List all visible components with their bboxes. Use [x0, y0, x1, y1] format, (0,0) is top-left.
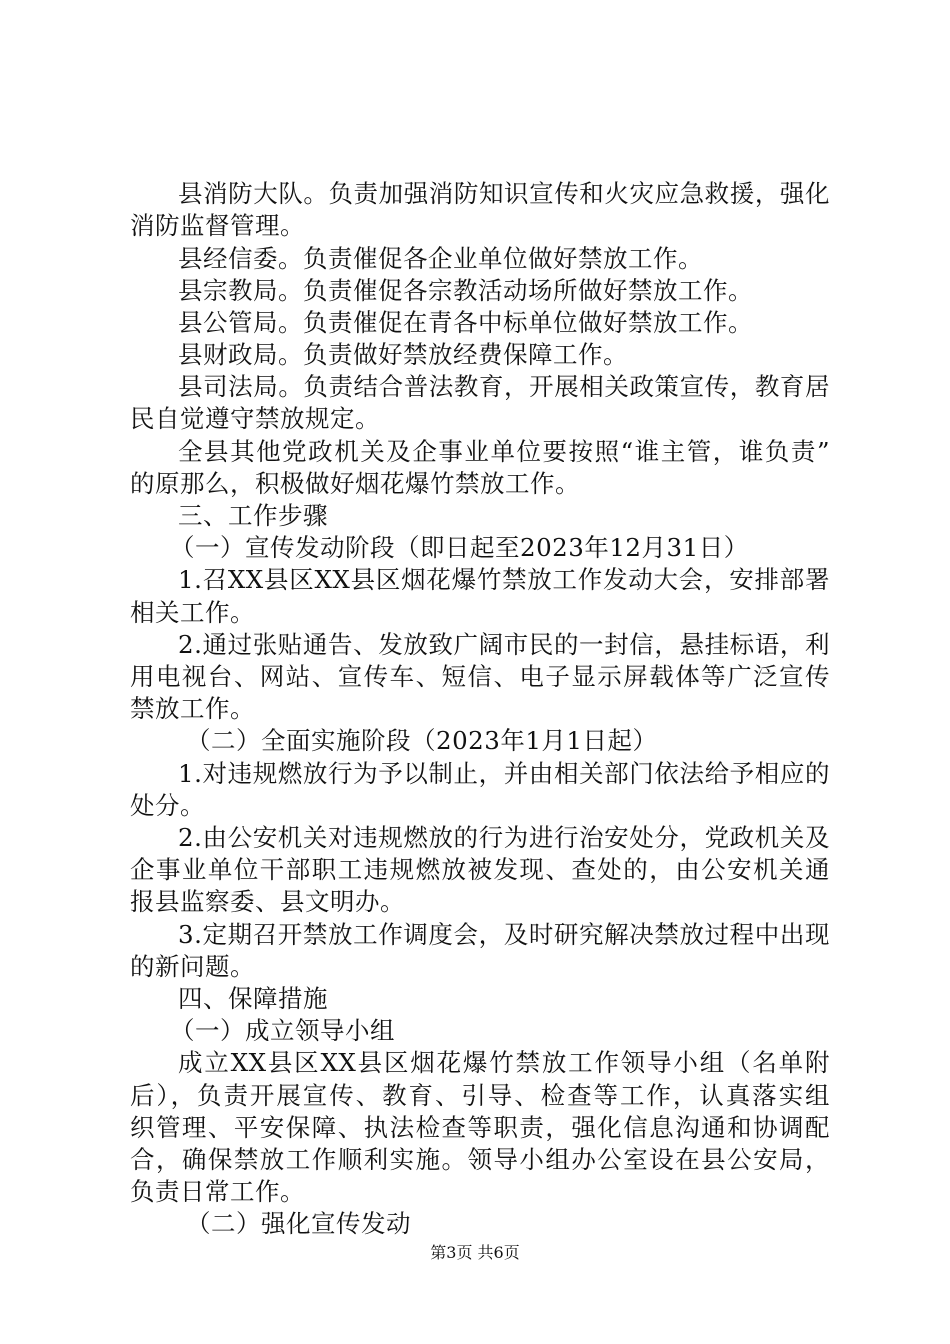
- paragraph-line: 县财政局。负责做好禁放经费保障工作。: [178, 340, 628, 369]
- subsection-heading: （二）全面实施阶段（2023年1月1日起）: [186, 726, 658, 755]
- paragraph-line: 禁放工作。: [130, 694, 255, 723]
- paragraph-line: 后），负责开展宣传、教育、引导、检查等工作，认真落实组: [130, 1081, 830, 1110]
- paragraph-line: 2.由公安机关对违规燃放的行为进行治安处分，党政机关及: [178, 823, 830, 852]
- paragraph-line: 用电视台、网站、宣传车、短信、电子显示屏载体等广泛宣传: [130, 662, 830, 691]
- paragraph-line: 县宗教局。负责催促各宗教活动场所做好禁放工作。: [178, 276, 753, 305]
- page-footer: 第3页 共6页: [430, 1243, 520, 1262]
- paragraph-line: 全县其他党政机关及企事业单位要按照“谁主管，谁负责”: [178, 437, 830, 466]
- paragraph-line: 报县监察委、县文明办。: [130, 887, 405, 916]
- paragraph-line: 企事业单位干部职工违规燃放被发现、查处的，由公安机关通: [130, 855, 830, 884]
- paragraph-line: 3.定期召开禁放工作调度会，及时研究解决禁放过程中出现: [178, 920, 830, 949]
- section-heading: 三、工作步骤: [178, 501, 328, 530]
- paragraph-line: 县公管局。负责催促在青各中标单位做好禁放工作。: [178, 308, 753, 337]
- paragraph-line: 合，确保禁放工作顺利实施。领导小组办公室设在县公安局，: [130, 1145, 830, 1174]
- subsection-heading: （二）强化宣传发动: [186, 1209, 411, 1238]
- paragraph-line: 县消防大队。负责加强消防知识宣传和火灾应急救援，强化: [178, 179, 830, 208]
- paragraph-line: 消防监督管理。: [130, 211, 305, 240]
- paragraph-line: 处分。: [130, 791, 205, 820]
- paragraph-line: 相关工作。: [130, 598, 255, 627]
- paragraph-line: 成立XX县区XX县区烟花爆竹禁放工作领导小组（名单附: [178, 1048, 830, 1077]
- subsection-heading: （一）宣传发动阶段（即日起至2023年12月31日）: [170, 533, 749, 562]
- subsection-heading: （一）成立领导小组: [170, 1016, 395, 1045]
- paragraph-line: 县司法局。负责结合普法教育，开展相关政策宣传，教育居: [178, 372, 830, 401]
- paragraph-line: 织管理、平安保障、执法检查等职责，强化信息沟通和协调配: [130, 1113, 830, 1142]
- paragraph-line: 1.召XX县区XX县区烟花爆竹禁放工作发动大会，安排部署: [178, 565, 830, 594]
- paragraph-line: 1.对违规燃放行为予以制止，并由相关部门依法给予相应的: [178, 759, 830, 788]
- paragraph-line: 民自觉遵守禁放规定。: [130, 404, 380, 433]
- paragraph-line: 2.通过张贴通告、发放致广阔市民的一封信，悬挂标语，利: [178, 630, 830, 659]
- paragraph-line: 县经信委。负责催促各企业单位做好禁放工作。: [178, 244, 703, 273]
- section-heading: 四、保障措施: [178, 984, 328, 1013]
- paragraph-line: 负责日常工作。: [130, 1177, 305, 1206]
- paragraph-line: 的原那么，积极做好烟花爆竹禁放工作。: [130, 469, 580, 498]
- paragraph-line: 的新问题。: [130, 952, 255, 981]
